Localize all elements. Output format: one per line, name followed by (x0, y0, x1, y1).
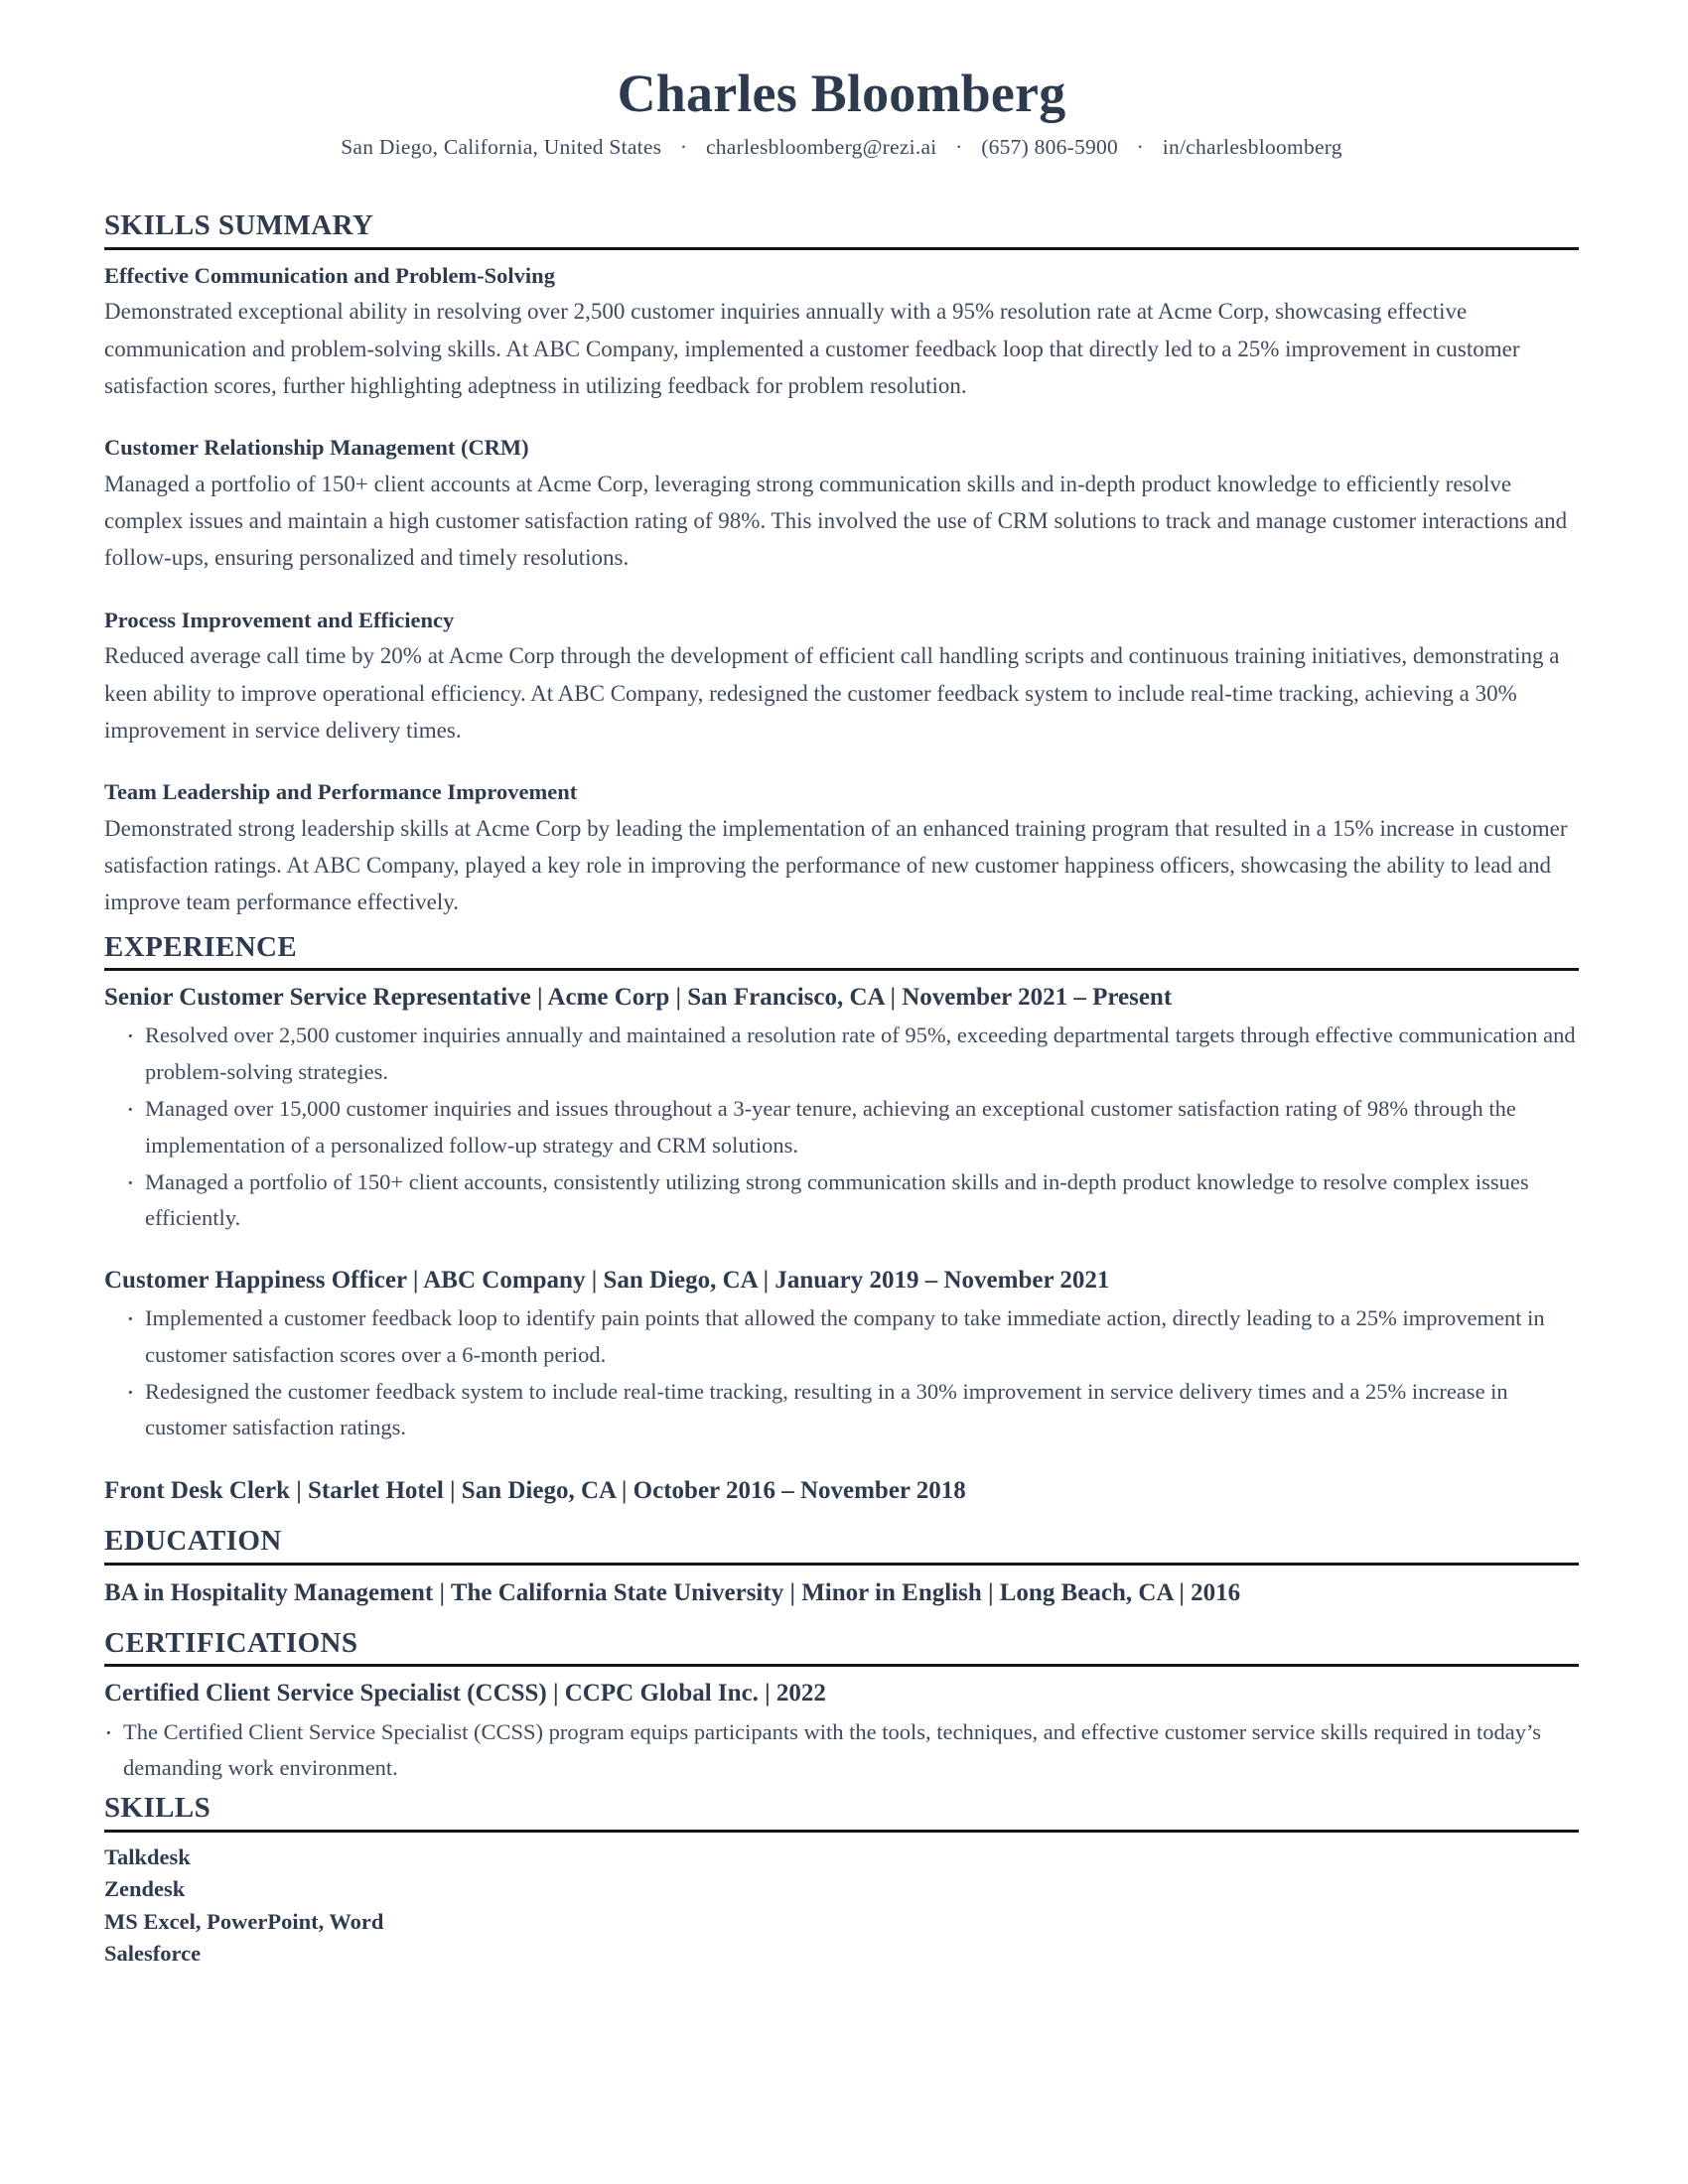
experience-entry (104, 980, 1579, 1237)
experience-entry (104, 1263, 1579, 1446)
section-divider (104, 1664, 1579, 1667)
list-item: · Managed a portfolio of 150+ client accounts, consistently utilizing strong communication skills and in-depth product knowledge to resolve complex issues efficiently. (126, 1164, 1579, 1237)
section-title-skills-summary: SKILLS SUMMARY (104, 209, 374, 242)
list-item: MS Excel, PowerPoint, Word (104, 1908, 384, 1934)
summary-block (104, 604, 1579, 750)
section-divider (104, 968, 1579, 971)
summary-body: Demonstrated strong leadership skills at Acme Corp by leading the implementation of an enhanced training program that resulted in a 15% increase in customer satisfaction ratings. At ABC Company, played a key role in improving the performance of new customer happiness officers, showcasing the ability to lead and improve team performance effectively. (104, 815, 1568, 915)
summary-heading: Effective Communication and Problem-Solving (104, 262, 555, 288)
experience-bullet-list (104, 1300, 1579, 1446)
contact-separator-3: · (1136, 135, 1145, 160)
experience-entry-title: Senior Customer Service Representative | Acme Corp | San Francisco, CA | November 2021 – Present (104, 983, 1173, 1011)
section-divider (104, 247, 1579, 250)
section-certifications (104, 1625, 1579, 1786)
section-title-certifications: CERTIFICATIONS (104, 1627, 358, 1660)
summary-heading: Customer Relationship Management (CRM) (104, 435, 529, 461)
contact-email[interactable]: charlesbloomberg@rezi.ai (705, 135, 937, 160)
summary-heading: Process Improvement and Efficiency (104, 607, 455, 632)
experience-entry-title: Customer Happiness Officer | ABC Company | San Diego, CA | January 2019 – November 2021 (104, 1266, 1110, 1294)
contact-linkedin[interactable]: in/charlesbloomberg (1162, 135, 1342, 160)
certification-entry (104, 1676, 1579, 1786)
contact-separator-1: · (679, 135, 688, 160)
experience-bullet-list (104, 1018, 1579, 1237)
summary-block (104, 259, 1579, 405)
page-title: Charles Bloomberg (617, 64, 1066, 123)
certification-entry-title: Certified Client Service Specialist (CCSS) | CCPC Global Inc. | 2022 (104, 1680, 826, 1707)
contact-phone[interactable]: (657) 806-5900 (981, 135, 1119, 160)
list-item: Talkdesk (104, 1843, 191, 1869)
section-education (104, 1523, 1579, 1611)
list-item: · Managed over 15,000 customer inquiries and issues throughout a 3-year tenure, achieving an exceptional customer satisfaction rating of 98% through the implementation of a personalized follow-up strategy and CRM solutions. (126, 1091, 1579, 1163)
experience-entry-title: Front Desk Clerk | Starlet Hotel | San Diego, CA | October 2016 – November 2018 (104, 1476, 966, 1504)
section-title-skills: SKILLS (104, 1792, 211, 1825)
resume-header (104, 64, 1579, 162)
summary-heading: Team Leadership and Performance Improvement (104, 779, 578, 805)
list-item: Zendesk (104, 1876, 186, 1902)
summary-body: Demonstrated exceptional ability in resolving over 2,500 customer inquiries annually with a 95% resolution rate at Acme Corp, showcasing effective communication and problem-solving skills. At ABC Company, implemented a customer feedback loop that directly led to a 25% improvement in customer satisfaction scores, further highlighting adeptness in utilizing feedback for problem resolution. (104, 299, 1520, 398)
education-entry: BA in Hospitality Management | The California State University | Minor in English | Long Beach, CA | 2016 (104, 1578, 1241, 1606)
contact-location: San Diego, California, United States (341, 135, 662, 160)
list-item: Salesforce (104, 1940, 202, 1966)
summary-body: Reduced average call time by 20% at Acme Corp through the development of efficient call handling scripts and continuous training initiatives, demonstrating a keen ability to improve operational efficiency. At ABC Company, redesigned the customer feedback system to include real-time tracking, achieving a 30% improvement in service delivery times. (104, 643, 1560, 743)
section-experience (104, 929, 1579, 1510)
summary-body: Managed a portfolio of 150+ client accounts at Acme Corp, leveraging strong communication skills and in-depth product knowledge to efficiently resolve complex issues and maintain a high customer satisfaction rating of 98%. This involved the use of CRM solutions to track and manage customer interactions and follow-ups, ensuring personalized and timely resolutions. (104, 471, 1568, 571)
section-skills (104, 1790, 1579, 1970)
summary-block (104, 431, 1579, 577)
section-divider (104, 1563, 1579, 1566)
section-title-experience: EXPERIENCE (104, 930, 298, 963)
skills-list (104, 1842, 1579, 1971)
section-divider (104, 1830, 1579, 1833)
contact-separator-2: · (955, 135, 963, 160)
contact-line (104, 133, 1579, 162)
section-title-education: EDUCATION (104, 1525, 282, 1558)
certification-bullet-list (104, 1714, 1579, 1787)
summary-block (104, 775, 1579, 921)
section-skills-summary (104, 207, 1579, 920)
list-item: · The Certified Client Service Specialist (CCSS) program equips participants with the tools, techniques, and effective customer service skills required in today’s demanding work environment. (104, 1714, 1579, 1787)
list-item: · Implemented a customer feedback loop to identify pain points that allowed the company to take immediate action, directly leading to a 25% improvement in customer satisfaction scores over a 6-month period. (126, 1300, 1579, 1373)
list-item: · Resolved over 2,500 customer inquiries annually and maintained a resolution rate of 95%, exceeding departmental targets through effective communication and problem-solving strategies. (126, 1018, 1579, 1090)
list-item: · Redesigned the customer feedback system to include real-time tracking, resulting in a 30% improvement in service delivery times and a 25% increase in customer satisfaction ratings. (126, 1374, 1579, 1446)
